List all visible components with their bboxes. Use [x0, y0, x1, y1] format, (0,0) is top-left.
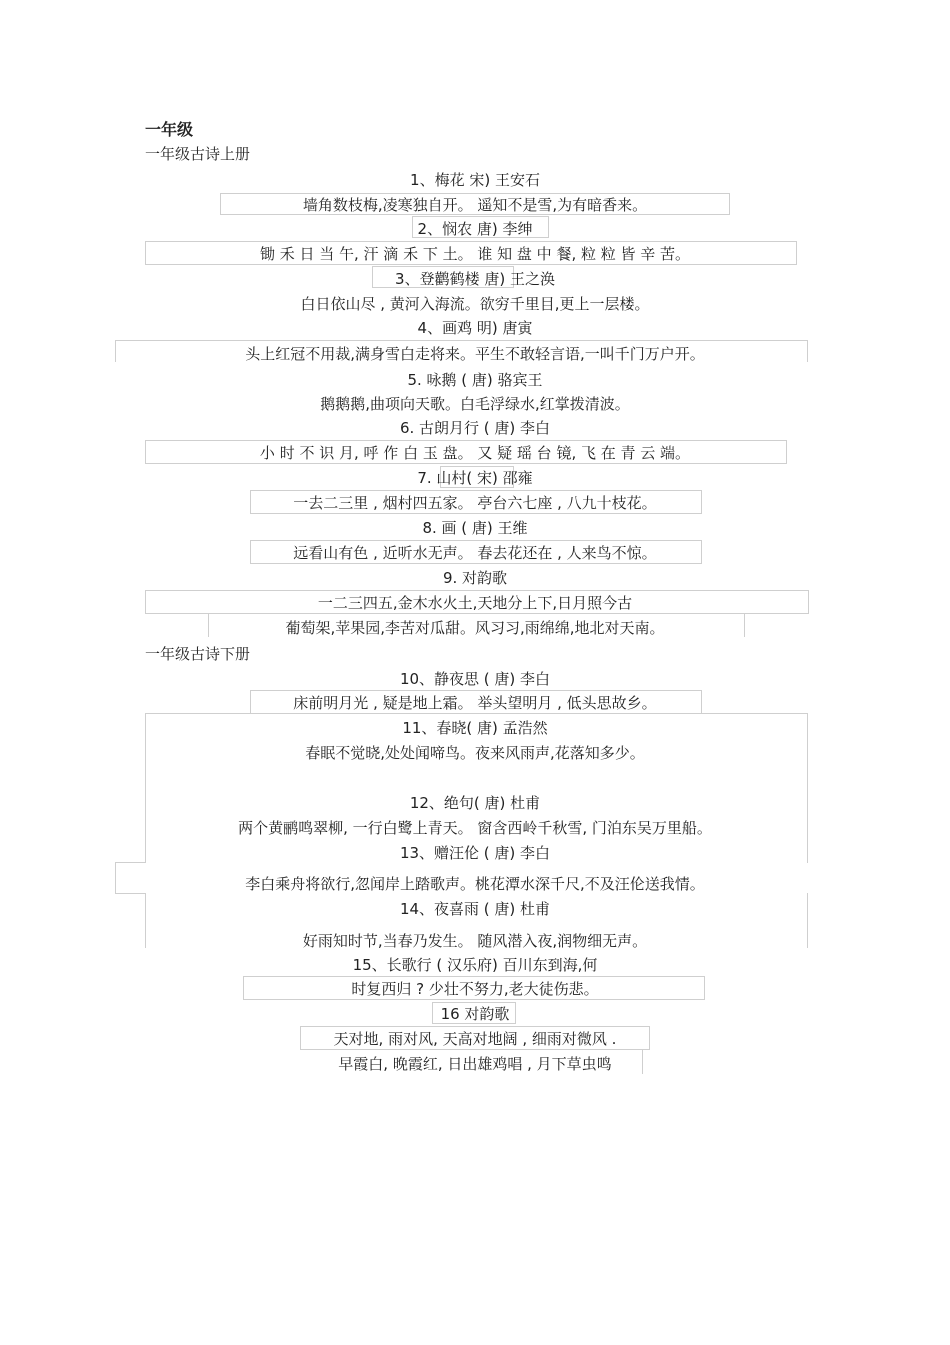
- poem-title: 11、春晓( 唐) 孟浩然: [402, 719, 548, 737]
- poem-title: 12、绝句( 唐) 杜甫: [409, 794, 541, 812]
- poem-line: 小 时 不 识 月, 呼 作 白 玉 盘。 又 疑 瑶 台 镜, 飞 在 青 云 端。: [259, 444, 691, 462]
- poem-line: 墙角数枝梅,凌寒独自开。 遥知不是雪,为有暗香来。: [302, 196, 648, 214]
- poem-line: 锄 禾 日 当 午, 汗 滴 禾 下 土。 谁 知 盘 中 餐, 粒 粒 皆 辛 苦。: [259, 245, 691, 263]
- poem-line: 一去二三里 , 烟村四五家。 亭台六七座 , 八九十枝花。: [293, 494, 657, 512]
- poem-line: 早霞白, 晚霞红, 日出雄鸡唱 , 月下草虫鸣: [338, 1055, 612, 1073]
- poem-title: 4、画鸡 明) 唐寅: [417, 319, 533, 337]
- poem-line: 一二三四五,金木水火土,天地分上下,日月照今古: [317, 594, 633, 612]
- poem-line: 头上红冠不用裁,满身雪白走将来。平生不敢轻言语,一叫千门万户开。: [245, 345, 705, 363]
- grade-title: 一年级: [145, 120, 194, 139]
- poem-title: 5. 咏鹅 ( 唐) 骆宾王: [407, 371, 543, 389]
- poem-title: 13、赠汪伦 ( 唐) 李白: [399, 844, 551, 862]
- poem-line: 时复西归 ? 少壮不努力,老大徒伤悲。: [351, 980, 599, 998]
- poem-title: 15、长歌行 ( 汉乐府) 百川东到海,何: [352, 956, 598, 974]
- poem-title: 3、登鹳鹤楼 唐) 王之涣: [395, 270, 555, 288]
- section-label-upper: 一年级古诗上册: [145, 145, 251, 163]
- poem-line: 葡萄架,苹果园,李苦对瓜甜。风习习,雨绵绵,地北对天南。: [285, 619, 665, 637]
- poem-line: 春眠不觉晓,处处闻啼鸟。夜来风雨声,花落知多少。: [305, 744, 645, 762]
- poem-title: 14、夜喜雨 ( 唐) 杜甫: [399, 900, 551, 918]
- section-label-lower: 一年级古诗下册: [145, 645, 251, 663]
- poem-title: 7. 山村( 宋) 邵雍: [417, 469, 533, 487]
- poem-title: 10、静夜思 ( 唐) 李白: [399, 670, 551, 688]
- poem-title: 1、梅花 宋) 王安石: [410, 171, 540, 189]
- poem-line: 好雨知时节,当春乃发生。 随风潜入夜,润物细无声。: [302, 932, 648, 950]
- poem-title: 8. 画 ( 唐) 王维: [422, 519, 528, 537]
- poem-line: 床前明月光 , 疑是地上霜。 举头望明月 , 低头思故乡。: [293, 694, 657, 712]
- poem-line: 天对地, 雨对风, 天高对地阔 , 细雨对微风 .: [333, 1030, 617, 1048]
- poem-title: 16 对韵歌: [440, 1005, 510, 1023]
- poem-title: 9. 对韵歌: [442, 569, 508, 587]
- poem-line: 两个黄鹂鸣翠柳, 一行白鹭上青天。 窗含西岭千秋雪, 门泊东吴万里船。: [238, 819, 712, 837]
- poem-line: 白日依山尽 , 黄河入海流。欲穷千里目,更上一层楼。: [300, 295, 650, 313]
- poem-title: 2、悯农 唐) 李绅: [417, 220, 533, 238]
- poem-line: 远看山有色 , 近听水无声。 春去花还在 , 人来鸟不惊。: [293, 544, 657, 562]
- poem-line: 鹅鹅鹅,曲项向天歌。白毛浮绿水,红掌拨清波。: [320, 395, 630, 413]
- poem-title: 6. 古朗月行 ( 唐) 李白: [399, 419, 551, 437]
- poem-line: 李白乘舟将欲行,忽闻岸上踏歌声。桃花潭水深千尺,不及汪伦送我情。: [245, 875, 705, 893]
